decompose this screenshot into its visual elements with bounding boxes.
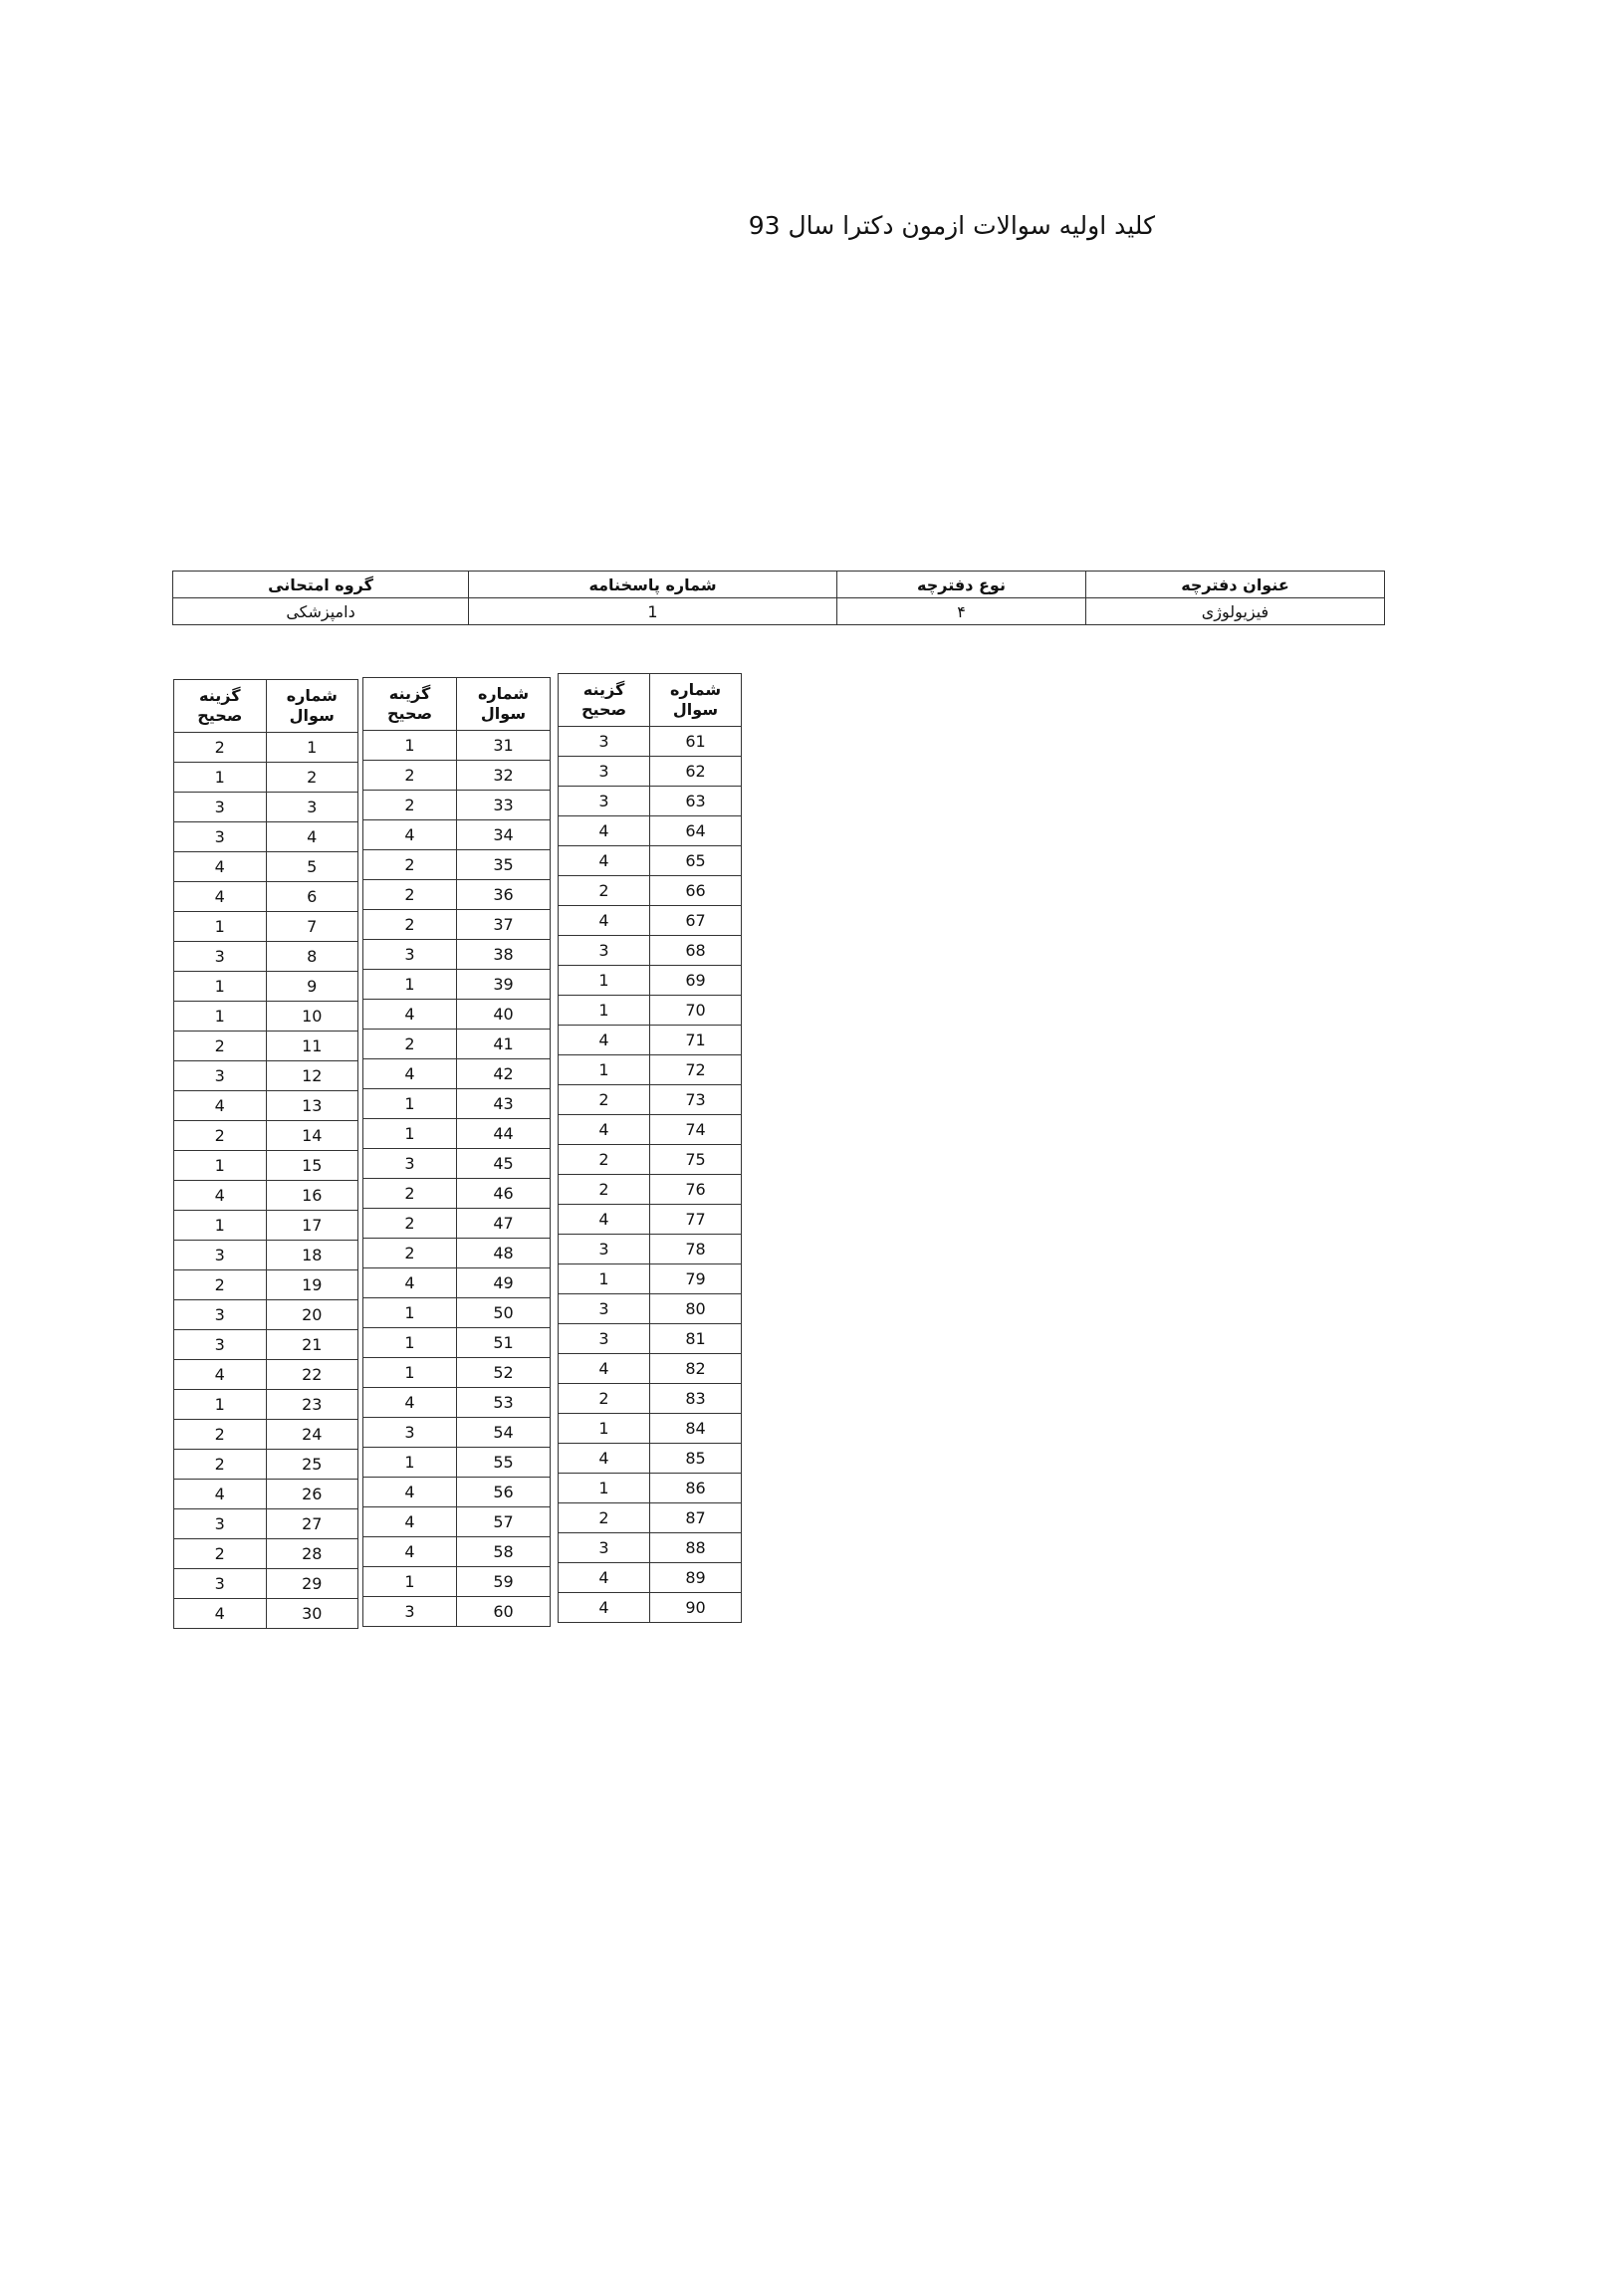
table-row: [174, 1450, 358, 1480]
correct-option: 1: [363, 1358, 457, 1388]
correct-option: 4: [363, 820, 457, 850]
question-number: 63: [650, 787, 742, 816]
table-row: [559, 1593, 742, 1623]
question-number: 66: [650, 876, 742, 906]
header-value-row: [173, 598, 1385, 625]
question-number: 9: [266, 972, 358, 1002]
table-row: [363, 1059, 551, 1089]
table-row: [174, 1480, 358, 1509]
correct-option: 3: [174, 1330, 267, 1360]
table-row: [559, 1384, 742, 1414]
correct-option: 2: [363, 761, 457, 791]
correct-option: 2: [174, 1121, 267, 1151]
question-number: 23: [266, 1390, 358, 1420]
correct-option: 4: [174, 882, 267, 912]
correct-option: 2: [363, 880, 457, 910]
table-row: [363, 1179, 551, 1209]
correct-option: 1: [174, 1211, 267, 1241]
table-row: [363, 850, 551, 880]
correct-option: 1: [363, 1328, 457, 1358]
table-row: [174, 1390, 358, 1420]
question-number: 32: [457, 761, 551, 791]
table-row: [174, 1300, 358, 1330]
question-number: 68: [650, 936, 742, 966]
correct-option: 2: [174, 1450, 267, 1480]
question-number: 10: [266, 1002, 358, 1032]
correct-option: 2: [559, 1384, 650, 1414]
correct-option: 3: [559, 1533, 650, 1563]
table-row: [559, 1145, 742, 1175]
question-number: 58: [457, 1537, 551, 1567]
correct-option: 4: [174, 1360, 267, 1390]
correct-option: 2: [174, 1539, 267, 1569]
correct-option: 4: [174, 1599, 267, 1629]
question-number: 40: [457, 1000, 551, 1030]
table-row: [559, 1324, 742, 1354]
header-label-row: [173, 572, 1385, 598]
correct-option: 4: [174, 1480, 267, 1509]
table-row: [174, 1121, 358, 1151]
table-row: [363, 1507, 551, 1537]
question-number-header: شماره سوال: [266, 680, 358, 733]
question-number-header: شماره سوال: [650, 674, 742, 727]
correct-option: 2: [559, 1503, 650, 1533]
table-row: [363, 761, 551, 791]
table-row: [174, 1181, 358, 1211]
correct-option: 4: [559, 1593, 650, 1623]
table-row: [559, 1563, 742, 1593]
table-row: [363, 970, 551, 1000]
table-row: [363, 1119, 551, 1149]
table-row: [559, 936, 742, 966]
question-number: 25: [266, 1450, 358, 1480]
correct-option: 3: [174, 1241, 267, 1270]
question-number: 26: [266, 1480, 358, 1509]
question-number: 51: [457, 1328, 551, 1358]
correct-option: 3: [174, 1569, 267, 1599]
exam-group-value: دامپزشکی: [173, 598, 469, 625]
table-row: [174, 763, 358, 793]
table-row: [559, 1055, 742, 1085]
question-number: 37: [457, 910, 551, 940]
table-row: [363, 1328, 551, 1358]
question-number: 6: [266, 882, 358, 912]
correct-option: 3: [363, 940, 457, 970]
question-number-header: شماره سوال: [457, 678, 551, 731]
correct-option: 2: [363, 791, 457, 820]
question-number: 86: [650, 1474, 742, 1503]
correct-option: 3: [174, 1061, 267, 1091]
correct-option: 3: [363, 1597, 457, 1627]
question-number: 65: [650, 846, 742, 876]
question-number: 30: [266, 1599, 358, 1629]
question-number: 24: [266, 1420, 358, 1450]
question-number: 83: [650, 1384, 742, 1414]
table-row: [559, 1026, 742, 1055]
table-row: [559, 1414, 742, 1444]
correct-option: 1: [363, 970, 457, 1000]
correct-option: 1: [174, 1390, 267, 1420]
correct-option: 2: [559, 1145, 650, 1175]
correct-option: 2: [363, 1030, 457, 1059]
question-number: 62: [650, 757, 742, 787]
table-row: [174, 882, 358, 912]
correct-option: 3: [174, 822, 267, 852]
table-row: [174, 1061, 358, 1091]
correct-option: 4: [363, 1059, 457, 1089]
table-row: [363, 731, 551, 761]
question-number: 85: [650, 1444, 742, 1474]
question-number: 31: [457, 731, 551, 761]
question-number: 61: [650, 727, 742, 757]
question-number: 74: [650, 1115, 742, 1145]
correct-option: 3: [174, 1300, 267, 1330]
question-number: 4: [266, 822, 358, 852]
question-number: 82: [650, 1354, 742, 1384]
table-row: [174, 912, 358, 942]
question-number: 48: [457, 1239, 551, 1268]
question-number: 34: [457, 820, 551, 850]
correct-option: 1: [559, 1474, 650, 1503]
table-row: [559, 1235, 742, 1264]
correct-option: 2: [559, 1085, 650, 1115]
question-number: 15: [266, 1151, 358, 1181]
question-number: 70: [650, 996, 742, 1026]
answer-key-block-1: [173, 679, 358, 1629]
table-row: [559, 1444, 742, 1474]
question-number: 55: [457, 1448, 551, 1478]
correct-option: 4: [174, 852, 267, 882]
correct-option: 1: [174, 912, 267, 942]
table-row: [363, 1388, 551, 1418]
question-number: 72: [650, 1055, 742, 1085]
correct-option: 1: [363, 1567, 457, 1597]
correct-option: 1: [174, 972, 267, 1002]
question-number: 69: [650, 966, 742, 996]
question-number: 71: [650, 1026, 742, 1055]
table-row: [559, 906, 742, 936]
question-number: 77: [650, 1205, 742, 1235]
correct-option: 3: [559, 936, 650, 966]
question-number: 14: [266, 1121, 358, 1151]
correct-option: 1: [363, 1298, 457, 1328]
correct-option: 2: [363, 1239, 457, 1268]
table-row: [363, 1478, 551, 1507]
table-row: [174, 1330, 358, 1360]
table-row: [559, 1205, 742, 1235]
correct-option: 1: [559, 1264, 650, 1294]
question-number: 3: [266, 793, 358, 822]
correct-option: 4: [559, 1026, 650, 1055]
correct-option: 1: [174, 1151, 267, 1181]
table-row: [363, 1268, 551, 1298]
table-row: [174, 1420, 358, 1450]
question-number: 78: [650, 1235, 742, 1264]
correct-option: 1: [174, 1002, 267, 1032]
correct-option: 1: [559, 966, 650, 996]
correct-option: 4: [363, 1388, 457, 1418]
table-row: [174, 793, 358, 822]
question-number: 73: [650, 1085, 742, 1115]
question-number: 2: [266, 763, 358, 793]
table-row: [559, 996, 742, 1026]
booklet-type-value: ۴: [837, 598, 1086, 625]
question-number: 75: [650, 1145, 742, 1175]
table-row: [559, 1085, 742, 1115]
answer-key-block-2: [362, 677, 551, 1627]
correct-option: 2: [174, 1420, 267, 1450]
correct-option: 4: [559, 816, 650, 846]
correct-option: 3: [174, 942, 267, 972]
question-number: 47: [457, 1209, 551, 1239]
correct-option: 4: [559, 1205, 650, 1235]
answer-sheet-number-label: شماره پاسخنامه: [469, 572, 837, 598]
correct-option: 2: [363, 910, 457, 940]
table-row: [174, 1270, 358, 1300]
table-row: [363, 1597, 551, 1627]
table-row: [363, 1239, 551, 1268]
table-row: [559, 816, 742, 846]
question-number: 49: [457, 1268, 551, 1298]
booklet-title-label: عنوان دفترچه: [1086, 572, 1385, 598]
answer-sheet-number-value: 1: [469, 598, 837, 625]
correct-option: 3: [559, 787, 650, 816]
table-row: [363, 1537, 551, 1567]
question-number: 50: [457, 1298, 551, 1328]
table-row: [174, 1509, 358, 1539]
question-number: 7: [266, 912, 358, 942]
question-number: 35: [457, 850, 551, 880]
correct-option: 4: [174, 1091, 267, 1121]
question-number: 36: [457, 880, 551, 910]
table-row: [174, 1211, 358, 1241]
correct-option: 4: [363, 1537, 457, 1567]
correct-option: 4: [363, 1000, 457, 1030]
table-row: [174, 822, 358, 852]
question-number: 20: [266, 1300, 358, 1330]
question-number: 87: [650, 1503, 742, 1533]
table-row: [363, 1448, 551, 1478]
correct-option: 2: [363, 1209, 457, 1239]
table-row: [174, 1569, 358, 1599]
question-number: 17: [266, 1211, 358, 1241]
question-number: 5: [266, 852, 358, 882]
answer-key-block-3: [558, 673, 742, 1623]
correct-option: 2: [559, 876, 650, 906]
table-row: [174, 972, 358, 1002]
question-number: 8: [266, 942, 358, 972]
correct-option-header: گزینه صحیح: [363, 678, 457, 731]
correct-option: 3: [559, 1324, 650, 1354]
correct-option: 3: [559, 1294, 650, 1324]
correct-option: 4: [174, 1181, 267, 1211]
correct-option: 2: [174, 1270, 267, 1300]
table-row: [559, 1115, 742, 1145]
correct-option: 3: [363, 1149, 457, 1179]
table-row: [174, 1599, 358, 1629]
booklet-type-label: نوع دفترچه: [837, 572, 1086, 598]
correct-option: 2: [174, 733, 267, 763]
question-number: 64: [650, 816, 742, 846]
table-row: [174, 1241, 358, 1270]
table-row: [174, 1002, 358, 1032]
table-row: [363, 1149, 551, 1179]
question-number: 46: [457, 1179, 551, 1209]
correct-option: 3: [559, 727, 650, 757]
question-number: 80: [650, 1294, 742, 1324]
table-row: [559, 1175, 742, 1205]
question-number: 90: [650, 1593, 742, 1623]
question-number: 52: [457, 1358, 551, 1388]
question-number: 33: [457, 791, 551, 820]
table-row: [363, 820, 551, 850]
correct-option: 4: [559, 1115, 650, 1145]
booklet-title-value: فیزیولوژی: [1086, 598, 1385, 625]
table-row: [174, 1539, 358, 1569]
question-number: 43: [457, 1089, 551, 1119]
question-number: 59: [457, 1567, 551, 1597]
question-number: 13: [266, 1091, 358, 1121]
table-row: [174, 1032, 358, 1061]
question-number: 56: [457, 1478, 551, 1507]
table-row: [174, 942, 358, 972]
table-row: [363, 880, 551, 910]
table-row: [174, 1091, 358, 1121]
table-row: [363, 1000, 551, 1030]
question-number: 19: [266, 1270, 358, 1300]
question-number: 76: [650, 1175, 742, 1205]
correct-option: 1: [363, 731, 457, 761]
table-row: [363, 1298, 551, 1328]
table-row: [363, 1567, 551, 1597]
question-number: 44: [457, 1119, 551, 1149]
table-row: [559, 1474, 742, 1503]
table-row: [174, 733, 358, 763]
table-row: [363, 1209, 551, 1239]
question-number: 67: [650, 906, 742, 936]
table-row: [174, 852, 358, 882]
table-row: [559, 1533, 742, 1563]
correct-option: 2: [174, 1032, 267, 1061]
question-number: 88: [650, 1533, 742, 1563]
table-row: [559, 876, 742, 906]
correct-option: 1: [559, 996, 650, 1026]
table-row: [559, 1354, 742, 1384]
correct-option: 4: [559, 846, 650, 876]
table-row: [559, 1294, 742, 1324]
question-number: 16: [266, 1181, 358, 1211]
correct-option: 4: [559, 1354, 650, 1384]
table-row: [559, 1264, 742, 1294]
question-number: 45: [457, 1149, 551, 1179]
table-row: [559, 1503, 742, 1533]
correct-option: 3: [174, 793, 267, 822]
correct-option: 4: [363, 1507, 457, 1537]
correct-option: 4: [559, 906, 650, 936]
correct-option: 4: [559, 1444, 650, 1474]
table-row: [559, 846, 742, 876]
question-number: 1: [266, 733, 358, 763]
question-number: 41: [457, 1030, 551, 1059]
correct-option: 3: [363, 1418, 457, 1448]
correct-option: 4: [363, 1478, 457, 1507]
table-row: [363, 940, 551, 970]
question-number: 12: [266, 1061, 358, 1091]
correct-option: 1: [174, 763, 267, 793]
question-number: 28: [266, 1539, 358, 1569]
question-number: 18: [266, 1241, 358, 1270]
question-number: 79: [650, 1264, 742, 1294]
table-row: [559, 727, 742, 757]
question-number: 38: [457, 940, 551, 970]
table-row: [363, 791, 551, 820]
correct-option: 2: [363, 850, 457, 880]
question-number: 21: [266, 1330, 358, 1360]
table-row: [174, 1151, 358, 1181]
correct-option: 4: [363, 1268, 457, 1298]
table-row: [363, 1030, 551, 1059]
question-number: 27: [266, 1509, 358, 1539]
question-number: 84: [650, 1414, 742, 1444]
correct-option: 1: [363, 1119, 457, 1149]
correct-option: 2: [363, 1179, 457, 1209]
question-number: 60: [457, 1597, 551, 1627]
table-row: [559, 757, 742, 787]
table-row: [559, 787, 742, 816]
question-number: 29: [266, 1569, 358, 1599]
question-number: 22: [266, 1360, 358, 1390]
correct-option: 3: [559, 757, 650, 787]
correct-option: 2: [559, 1175, 650, 1205]
correct-option: 1: [559, 1414, 650, 1444]
question-number: 42: [457, 1059, 551, 1089]
table-row: [174, 1360, 358, 1390]
question-number: 57: [457, 1507, 551, 1537]
question-number: 89: [650, 1563, 742, 1593]
correct-option: 1: [363, 1448, 457, 1478]
correct-option: 3: [559, 1235, 650, 1264]
exam-group-label: گروه امتحانی: [173, 572, 469, 598]
document-title: کلید اولیه سوالات ازمون دکترا سال 93: [748, 211, 1155, 240]
correct-option-header: گزینه صحیح: [174, 680, 267, 733]
table-row: [363, 910, 551, 940]
table-row: [363, 1358, 551, 1388]
table-row: [559, 966, 742, 996]
correct-option: 1: [559, 1055, 650, 1085]
table-row: [363, 1089, 551, 1119]
question-number: 39: [457, 970, 551, 1000]
correct-option-header: گزینه صحیح: [559, 674, 650, 727]
correct-option: 3: [174, 1509, 267, 1539]
table-row: [363, 1418, 551, 1448]
correct-option: 4: [559, 1563, 650, 1593]
booklet-info-table: [172, 571, 1385, 625]
question-number: 53: [457, 1388, 551, 1418]
correct-option: 1: [363, 1089, 457, 1119]
question-number: 54: [457, 1418, 551, 1448]
question-number: 81: [650, 1324, 742, 1354]
question-number: 11: [266, 1032, 358, 1061]
